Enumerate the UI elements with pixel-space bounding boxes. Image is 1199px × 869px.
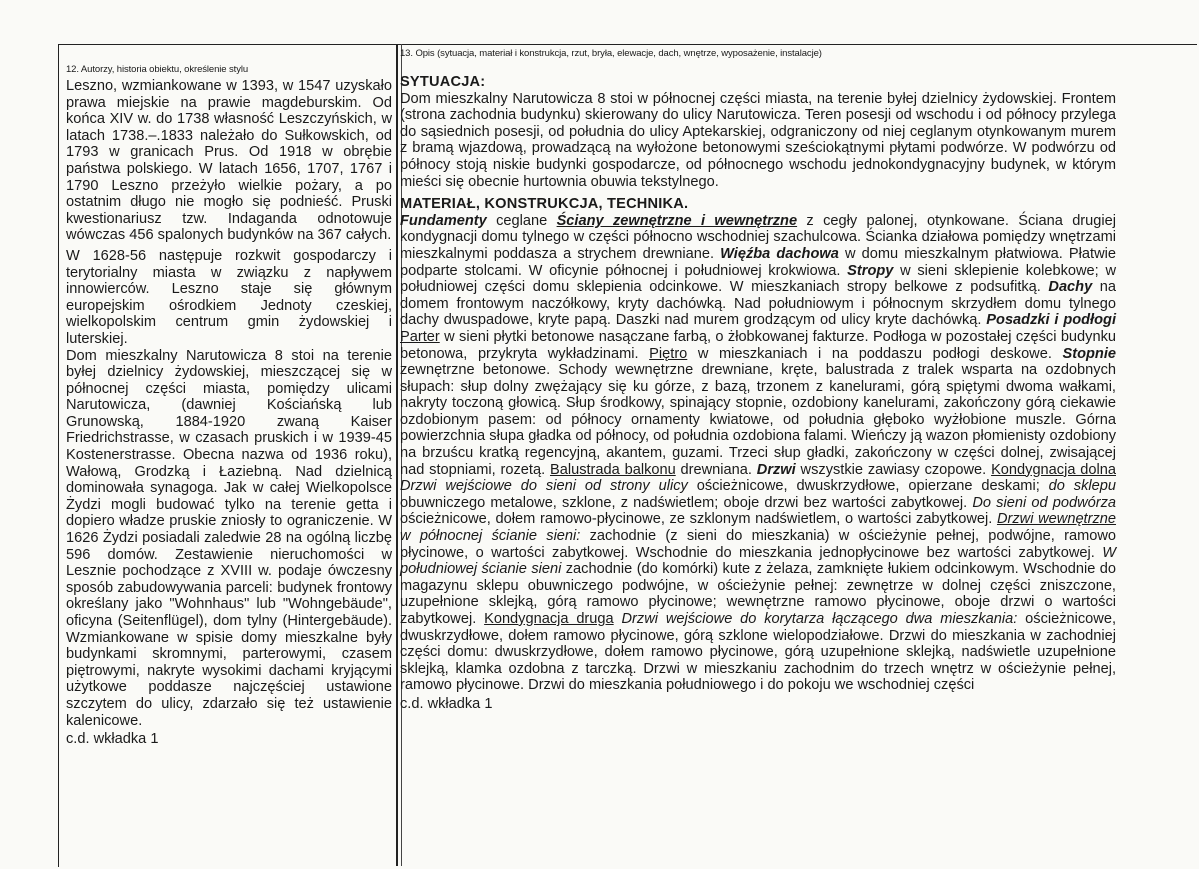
history-paragraph-3: Dom mieszkalny Narutowicza 8 stoi na terenie byłej dzielnicy żydowskiej, mieszczącej się w północnej części miasta, pomiędzy ulicami Narutowicza, (dawniej Kościańską lub Grunowską, 1884-1920 zwaną Kaiser Friedrichstrasse, w czasach pruskich i w 1939-45 Kostenerstrasse. Obecna nazwa od 1936 roku), Wałową, Grodzką i Łaziebną. Nad dzielnicą dominowała synagoga. Jak w całej Wielkopolsce Żydzi mogli budować tylko na terenie getta i dopiero władze pruskie zniosły to ograniczenie. W 1626 Żydzi posiadali zaledwie 28 na ogólną liczbę 596 domów. Zestawienie nieruchomości w Lesznie pochodzące z XVIII w. podaje ówczesny sposób zabudowywania parceli: budynek frontowy określany jako "Wohnhaus" lub "Wohngebäude", oficyna (Seitenflügel), dom tylny (Hintergebäude). Wzmiankowane w spisie domy mieszkalne były budynkami skromnymi, parterowymi, czasem piętrowymi, nakryte wysokimi dachami kryjącymi użytkowe poddasze najczęściej ustawione szczytem do ulicy, zdarzało się też ustawienie kalenicowe.: [66, 347, 392, 729]
term-ground-floor: Parter: [400, 328, 440, 345]
history-paragraph-2: W 1628-56 następuje rozkwit gospodarczy i terytorialny miasta w związku z napływem innowierców. Leszno staje się głównym europejskim ośrodkiem Jednoty czeskiej, wielkopolskim centrum gmin żydowskiej i luterskiej.: [66, 247, 392, 347]
term-yard-entrance: Do sieni od podwórza: [972, 494, 1117, 511]
term-doors: Drzwi: [756, 461, 796, 478]
term-foundations: Fundamenty: [400, 212, 487, 229]
text-run: wszystkie zawiasy czopowe.: [795, 461, 992, 478]
term-second-storey: Kondygnacja druga: [484, 611, 614, 627]
text-run: zachodnie (z sieni do mieszkania) w ościeżynie pełnej, podwójne, ramowo płycinowe, o wartości zabytkowej. Wschodnie do mieszkania jednopłycinowe bez wartości zabytkowej.: [400, 528, 1116, 561]
text-run: w sieni sklepienie kolebkowe; w południowej części domu sklepienia odcinkowe. W mieszkaniach stropy belkowe z podsufitką.: [400, 262, 1116, 296]
description-column: [400, 48, 1116, 713]
description-continued-note: c.d. wkładka 1: [400, 695, 493, 712]
text-run: w północnej ścianie sieni:: [400, 528, 581, 545]
term-lower-storey: Kondygnacja dolna: [991, 461, 1116, 478]
material-title: MATERIAŁ, KONSTRUKCJA, TECHNIKA.: [400, 196, 689, 213]
term-roof-truss: Więźba dachowa: [720, 245, 839, 262]
text-run: obuwniczego metalowe, szklone, z nadświetlem; oboje drzwi bez wartości zabytkowej.: [400, 494, 973, 511]
text-run: zewnętrzne betonowe. Schody wewnętrzne drewniane, kręte, balustrada z tralek wsparta na ozdobnych słupach: słup dolny zwężający się ku górze, z bazą, trzonem z kanelurami, górą spiętymi dwoma wałkami, nakryty toczoną głowicą. Słup środkowy, spinający stopnie, ozdobiony kanelurami, zakończony górą ciekawie ozdobionym pasem: od północy ornamenty kwiatowe, od południa głęboko wyżłobione muszle. Górna powierzchnia słupa gładka od północy, od południa ozdobiona falami. Wieńczy ją wazon płomienisty ozdobiony na brzuścu kratką regencyjną, akantem, guzami. Trzeci słup gładki, zakończony w części dolnej, zwisającej nad stopniami, rozetą.: [400, 362, 1116, 478]
history-column: [66, 64, 392, 748]
term-upper-floor: Piętro: [649, 345, 688, 362]
history-continued-note: c.d. wkładka 1: [66, 731, 159, 748]
term-roofs: Dachy: [1048, 279, 1093, 296]
text-run: w sieni płytki betonowe nasączane farbą, o żłobkowanej fakturze. Podłoga w pozostałej części budynku betonowa, przykryta wykładzinami.: [400, 328, 1116, 362]
text-run: drewniana.: [675, 461, 757, 478]
text-run: ościeżnicowe, dwuskrzydłowe, dołem ramowo płycinowe, górą szklone wielopodziałowe. Drzwi do mieszkania w zachodniej części domu: dwuskrzydłowe, dołem ramowo płycinowe, górą uzupełnione sklejką, nadświetle uzupełnione sklejką, klamka ozdobna z tarczką. Drzwi w mieszkaniu zachodnim do trzech wnętrz w ościeżynie pełnej, ramowo płycinowe. Drzwi do mieszkania południowego i do pokoju we wschodniej części: [400, 611, 1116, 694]
term-corridor-doors: Drzwi wejściowe do korytarza łączącego dwa mieszkania:: [621, 611, 1018, 627]
text-run: w mieszkaniach i na poddaszu podłogi deskowe.: [687, 345, 1063, 362]
text-run: [614, 611, 622, 627]
term-floors: Posadzki i podłogi: [986, 312, 1116, 329]
text-run: na domem frontowym naczółkowy, kryty dachówką. Nad południowym i północnym skrzydłem domu tylnego dachy dwuspadowe, kryte papą. Daszki nad murem grodzącym od ulicy kryte dachówką.: [400, 279, 1116, 329]
term-south-wall: W południowej ścianie sieni: [400, 544, 1116, 578]
description-header: 13. Opis (sytuacja, materiał i konstrukcja, rzut, bryła, elewacje, dach, wnętrze, wyposażenie, instalacje): [400, 48, 822, 59]
term-inner-doors: Drzwi wewnętrzne: [996, 511, 1117, 528]
text-run: w domu mieszkalnym płatwiowa. Płatwie podparte stolcami. W oficynie północnej i południowej krokwiowa.: [400, 245, 1116, 279]
term-balcony-balustrade: Balustrada balkonu: [549, 461, 676, 478]
situation-text: Dom mieszkalny Narutowicza 8 stoi w północnej części miasta, na terenie byłej dzielnicy żydowskiej. Frontem (strona zachodnia budynku) skierowany do ulicy Narutowicza. Teren posesji od wschodu i od północy przylega do sąsiednich posesji, od południa do ulicy Aptekarskiej, odgraniczony od niej ceglanym otynkowanym murem z bramą wjazdową, prowadzącą na wyłożone betonowymi sześciokątnymi płytami podwórze. W podwórzu od północy stoją niskie budynki gospodarcze, od północnego wschodu jednokondygnacyjny budynek, w którym mieści się obecnie hurtownia obuwia tekstylnego.: [400, 90, 1116, 190]
text-run: ościeżnicowe, dwuskrzydłowe, opierzane deskami;: [687, 478, 1049, 495]
material-text: [400, 213, 1116, 694]
term-ceilings: Stropy: [847, 262, 894, 279]
term-street-entrance: Drzwi wejściowe do sieni od strony ulicy: [400, 478, 688, 495]
text-run: ościeżnicowe, dołem ramowo-płycinowe, ze szklonym nadświetlem, o wartości zabytkowej.: [400, 511, 997, 528]
text-run: zachodnie (do komórki) kute z żelaza, zamknięte łukiem odcinkowym. Wschodnie do magazynu sklepu obuwniczego podwójne, w ościeżynie pełnej: zewnętrze w dolnej części zniszczone, uzupełnione sklejką, górą ramowo płycinowe; wewnętrzne ramowo płycinowe, oboje drzwi o wartości zabytkowej.: [400, 561, 1116, 627]
term-shop: do sklepu: [1048, 478, 1116, 495]
text-run: z cegły palonej, otynkowane. Ściana drugiej kondygnacji domu tylnego w części północno wschodniej szachulcowa. Ścianka działowa pomiędzy wnętrzami mieszkalnymi poddasza a strychem drewniane.: [400, 212, 1117, 262]
history-header: 12. Autorzy, historia obiektu, określenie stylu: [66, 64, 249, 75]
text-run: ceglane: [486, 212, 557, 229]
history-paragraph-1: Leszno, wzmiankowane w 1393, w 1547 uzyskało prawa miejskie na prawie magdeburskim. Od końca XIV w. do 1738 własność Leszczyńskich, w latach 1738.–.1833 należało do Sułkowskich, od 1793 w granicach Prus. Od 1918 w obrębie państwa polskiego. W latach 1656, 1707, 1767 i 1790 Leszno przeżyło wielkie pożary, a po ostatnim długo nie mogło się podnieść. Pruski kwestionariusz tzw. Indaganda odnotowuje wówczas 456 spalonych budynków na 367 całych.: [66, 78, 392, 244]
column-divider: [396, 44, 398, 866]
term-steps: Stopnie: [1062, 345, 1117, 362]
situation-title: SYTUACJA:: [400, 74, 486, 90]
term-walls: Ściany zewnętrzne i wewnętrzne: [556, 212, 798, 229]
